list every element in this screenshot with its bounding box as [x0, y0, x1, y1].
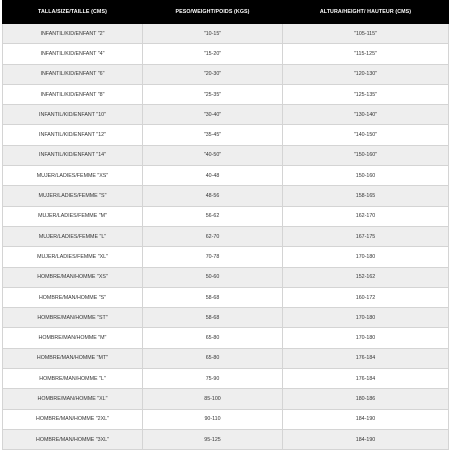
cell-height: "120-130"	[283, 64, 449, 84]
cell-weight: 56-62	[143, 206, 283, 226]
table-row	[3, 166, 449, 186]
cell-size: MUJER/LADIES/FEMME "L"	[3, 226, 143, 246]
header-row	[3, 1, 449, 24]
table-row	[3, 226, 449, 246]
cell-size: INFANTIL/KID/ENFANT "10"	[3, 105, 143, 125]
cell-weight: "25-35"	[143, 84, 283, 104]
table-row	[3, 308, 449, 328]
cell-height: 184-190	[283, 409, 449, 429]
cell-height: 158-165	[283, 186, 449, 206]
cell-height: "140-150"	[283, 125, 449, 145]
cell-weight: 75-90	[143, 369, 283, 389]
table-row	[3, 105, 449, 125]
table-body	[3, 24, 449, 450]
table-row	[3, 84, 449, 104]
cell-size: HOMBRE/MAN/HOMME "XL"	[3, 389, 143, 409]
cell-height: "115-125"	[283, 44, 449, 64]
cell-weight: "15-20"	[143, 44, 283, 64]
cell-height: 150-160	[283, 166, 449, 186]
cell-height: "105-115"	[283, 24, 449, 44]
cell-height: 167-175	[283, 226, 449, 246]
table-row	[3, 64, 449, 84]
cell-height: 176-184	[283, 348, 449, 368]
cell-weight: 58-68	[143, 287, 283, 307]
cell-weight: "40-50"	[143, 145, 283, 165]
cell-height: 160-172	[283, 287, 449, 307]
table-row	[3, 287, 449, 307]
cell-height: 176-184	[283, 369, 449, 389]
cell-weight: 48-56	[143, 186, 283, 206]
table-row	[3, 247, 449, 267]
table-row	[3, 348, 449, 368]
cell-size: HOMBRE/MAN/HOMME "MT"	[3, 348, 143, 368]
table-row	[3, 24, 449, 44]
header-height: ALTURA/HEIGHT/ HAUTEUR (CMS)	[283, 1, 449, 24]
cell-weight: 40-48	[143, 166, 283, 186]
table-row	[3, 145, 449, 165]
cell-size: INFANTIL/KID/ENFANT "12"	[3, 125, 143, 145]
table-row	[3, 206, 449, 226]
cell-size: INFANTIL/KID/ENFANT "2"	[3, 24, 143, 44]
cell-height: 180-186	[283, 389, 449, 409]
cell-height: 162-170	[283, 206, 449, 226]
cell-size: HOMBRE/MAN/HOMME "ST"	[3, 308, 143, 328]
table-header	[3, 1, 449, 24]
cell-weight: 70-78	[143, 247, 283, 267]
cell-weight: "30-40"	[143, 105, 283, 125]
cell-size: HOMBRE/MAN/HOMME "L"	[3, 369, 143, 389]
cell-size: INFANTIL/KID/ENFANT "4"	[3, 44, 143, 64]
cell-size: HOMBRE/MAN/HOMME "S"	[3, 287, 143, 307]
cell-size: HOMBRE/MAN/HOMME "3XL"	[3, 429, 143, 449]
table-row	[3, 186, 449, 206]
cell-weight: 65-80	[143, 328, 283, 348]
table-row	[3, 369, 449, 389]
cell-weight: "10-15"	[143, 24, 283, 44]
cell-weight: 62-70	[143, 226, 283, 246]
table-row	[3, 44, 449, 64]
cell-size: HOMBRE/MAN/HOMME "2XL"	[3, 409, 143, 429]
cell-height: 170-180	[283, 328, 449, 348]
cell-size: MUJER/LADIES/FEMME "M"	[3, 206, 143, 226]
cell-height: 170-180	[283, 247, 449, 267]
size-chart	[2, 0, 448, 450]
table-row	[3, 328, 449, 348]
cell-height: "150-160"	[283, 145, 449, 165]
cell-size: HOMBRE/MAN/HOMME "XS"	[3, 267, 143, 287]
cell-weight: 58-68	[143, 308, 283, 328]
cell-size: MUJER/LADIES/FEMME "S"	[3, 186, 143, 206]
cell-height: "130-140"	[283, 105, 449, 125]
cell-weight: 95-125	[143, 429, 283, 449]
cell-height: 184-190	[283, 429, 449, 449]
cell-height: 152-162	[283, 267, 449, 287]
cell-size: INFANTIL/KID/ENFANT "14"	[3, 145, 143, 165]
table-row	[3, 429, 449, 449]
table-row	[3, 389, 449, 409]
cell-weight: 90-110	[143, 409, 283, 429]
table-row	[3, 267, 449, 287]
cell-weight: 65-80	[143, 348, 283, 368]
cell-weight: 50-60	[143, 267, 283, 287]
header-size: TALLA/SIZE/TAILLE (CMS)	[3, 1, 143, 24]
cell-weight: "20-30"	[143, 64, 283, 84]
cell-height: 170-180	[283, 308, 449, 328]
cell-weight: "35-45"	[143, 125, 283, 145]
cell-size: HOMBRE/MAN/HOMME "M"	[3, 328, 143, 348]
cell-size: INFANTIL/KID/ENFANT "8"	[3, 84, 143, 104]
cell-size: MUJER/LADIES/FEMME "XS"	[3, 166, 143, 186]
cell-size: MUJER/LADIES/FEMME "XL"	[3, 247, 143, 267]
cell-size: INFANTIL/KID/ENFANT "6"	[3, 64, 143, 84]
table-row	[3, 125, 449, 145]
cell-weight: 85-100	[143, 389, 283, 409]
size-table	[2, 0, 449, 450]
cell-height: "125-135"	[283, 84, 449, 104]
table-row	[3, 409, 449, 429]
header-weight: PESO/WEIGHT/POIDS (KGS)	[143, 1, 283, 24]
